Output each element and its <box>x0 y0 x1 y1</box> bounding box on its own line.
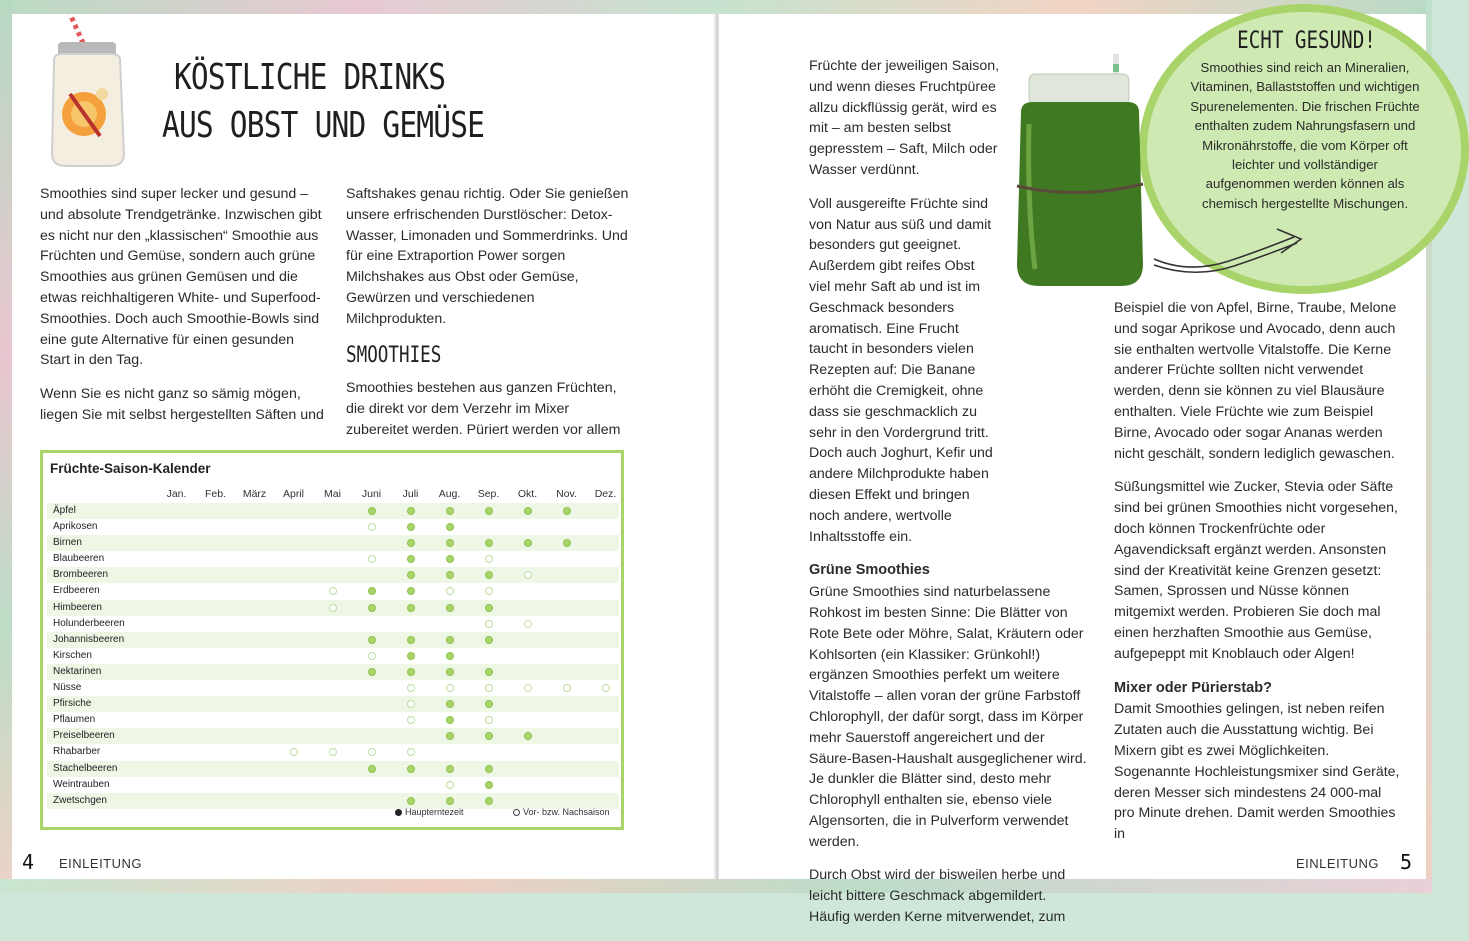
main-season-dot <box>485 781 493 789</box>
main-season-dot <box>563 507 571 515</box>
calendar-month-label: Nov. <box>556 488 577 500</box>
pre-season-dot <box>563 684 571 692</box>
right-column-2 <box>1114 298 1404 858</box>
main-season-dot <box>485 797 493 805</box>
fruit-season-calendar <box>40 450 624 830</box>
paragraph: Früchte der jeweiligen Saison, und wenn dieses Fruchtpüree allzu dickflüssig gerät, wird es mit – am besten selbst gepresstem – Saft, Milch oder Wasser verdünnt. <box>809 58 1000 178</box>
calendar-month-label: Juni <box>361 488 382 500</box>
main-season-dot <box>407 587 415 595</box>
fruit-label: Weintrauben <box>53 778 110 790</box>
main-season-dot <box>407 604 415 612</box>
fruit-label: Pflaumen <box>53 714 96 726</box>
main-season-dot <box>485 571 493 579</box>
fruit-label: Stachelbeeren <box>53 762 118 774</box>
paragraph: Smoothies sind super lecker und gesund – und absolute Trendgetränke. Inzwischen gibt es nicht nur den „klassischen“ Smoothie aus Früchten und Gemüse, sondern auch grüne Smoothies aus grünen Gemüsen und die etwas reichhaltigeren White- und Superfood-Smoothies. Doch auch Smoothie-Bowls sind eine gute Alternative für einen gesunden Start in den Tag. <box>40 186 322 369</box>
fruit-label: Holunderbeeren <box>53 617 125 629</box>
main-season-dot <box>368 604 376 612</box>
paragraph: Voll ausgereifte Früchte sind von Natur aus süß und damit besonders gut geeignet. Außerdem gibt reifes Obst viel mehr Saft ab und ist im Geschmack besonders aromatisch. Eine Frucht taucht in besonders vielen Rezepten auf: Die Banane erhöht die Cremigkeit, ohne dass sie geschmacklich zu sehr in den Vordergrund tritt. Doch auch Joghurt, Kefir und andere Milchprodukte haben diesen Effekt und bringen noch andere, wertvolle Inhaltsstoffe ein. <box>809 195 993 545</box>
legend-pre-label: Vor- bzw. Nachsaison <box>523 807 610 817</box>
main-season-dot <box>446 716 454 724</box>
main-season-dot <box>446 700 454 708</box>
main-season-dot <box>446 765 454 773</box>
fruit-label: Nektarinen <box>53 665 102 677</box>
main-season-dot <box>563 539 571 547</box>
main-season-dot <box>446 507 454 515</box>
pre-season-dot <box>329 748 337 756</box>
page-number: 5 <box>1400 850 1413 874</box>
main-season-dot <box>368 668 376 676</box>
paragraph: Grüne Smoothies sind naturbelassene Rohkost im besten Sinne: Die Blätter von Rote Bete oder Möhre, Salat, Kräutern oder Kohlsorten (ein Klassiker: Grünkohl!) ergänzen Smoothies perfekt um weitere Vitalstoffe – allen voran der grüne Farbstoff Chlorophyll, der dafür sorgt, dass im Körper mehr Sauerstoff angereichert und der Säure-Basen-Haushalt ausgeglichener wird. Je dunkler die Blätter sind, desto mehr Chlorophyll enthalten sie, ebenso viele Algensorten, die in Pulverform verwendet werden. <box>809 584 1087 850</box>
tropical-background-left <box>0 0 12 893</box>
calendar-month-label: Aug. <box>438 488 461 500</box>
calendar-row <box>47 744 619 760</box>
pre-season-dot <box>368 555 376 563</box>
main-season-dot <box>524 507 532 515</box>
filled-dot-icon <box>395 809 402 816</box>
fruit-label: Preiselbeeren <box>53 730 115 742</box>
pre-season-dot <box>485 684 493 692</box>
calendar-month-header <box>43 488 627 502</box>
main-season-dot <box>368 587 376 595</box>
fruit-label: Aprikosen <box>53 521 98 533</box>
main-season-dot <box>407 636 415 644</box>
calendar-month-label: Juli <box>402 488 419 500</box>
fruit-label: Rhabarber <box>53 746 101 758</box>
right-page <box>719 14 1426 926</box>
calendar-row <box>47 519 619 535</box>
pre-season-dot <box>524 684 532 692</box>
calendar-row <box>47 535 619 551</box>
paragraph: Durch Obst wird der bisweilen herbe und leicht bittere Geschmack abgemildert. Häufig werden Kerne mitverwendet, zum <box>809 867 1066 926</box>
main-season-dot <box>446 539 454 547</box>
main-season-dot <box>485 507 493 515</box>
pre-season-dot <box>602 684 610 692</box>
calendar-row <box>47 616 619 632</box>
mixer-heading: Mixer oder Pürierstab? <box>1114 679 1272 696</box>
pre-season-dot <box>446 684 454 692</box>
pre-season-dot <box>329 604 337 612</box>
main-season-dot <box>446 571 454 579</box>
pre-season-dot <box>446 587 454 595</box>
calendar-month-label: Okt. <box>517 488 538 500</box>
calendar-row <box>47 583 619 599</box>
fruit-label: Birnen <box>53 537 82 549</box>
main-season-dot <box>446 636 454 644</box>
paragraph: Wenn Sie es nicht ganz so sämig mögen, liegen Sie mit selbst hergestellten Säften und <box>40 386 324 423</box>
main-season-dot <box>485 732 493 740</box>
main-season-dot <box>407 571 415 579</box>
main-season-dot <box>407 652 415 660</box>
folio-section: EINLEITUNG <box>59 856 143 871</box>
main-season-dot <box>446 604 454 612</box>
pre-season-dot <box>524 571 532 579</box>
calendar-row <box>47 632 619 648</box>
calendar-month-label: Sep. <box>477 488 500 500</box>
pre-season-dot <box>446 781 454 789</box>
right-column-1 <box>809 56 1089 941</box>
calendar-rows <box>47 503 619 809</box>
folio-section: EINLEITUNG <box>1296 856 1380 871</box>
calendar-row <box>47 567 619 583</box>
main-season-dot <box>524 539 532 547</box>
fruit-label: Erdbeeren <box>53 585 100 597</box>
calendar-month-label: April <box>282 488 304 500</box>
tropical-background-bottom <box>0 879 1432 893</box>
calendar-row <box>47 503 619 519</box>
paragraph: Damit Smoothies gelingen, ist neben reifen Zutaten auch die Ausstattung wichtig. Bei Mixern gibt es zwei Möglichkeiten. Sogenannte Hochleistungsmixer sind Geräte, deren Messer sich mindestens 24 000-mal pro Minute drehen. Damit werden Smoothies in <box>1114 701 1400 843</box>
pre-season-dot <box>368 748 376 756</box>
fruit-label: Brombeeren <box>53 569 109 581</box>
pre-season-dot <box>368 523 376 531</box>
paragraph: Smoothies bestehen aus ganzen Früchten, die direkt vor dem Verzehr im Mixer zubereitet werden. Püriert werden vor allem <box>346 380 621 438</box>
hollow-dot-icon <box>513 809 520 816</box>
main-season-dot <box>446 652 454 660</box>
left-column-2 <box>346 184 631 454</box>
pre-season-dot <box>290 748 298 756</box>
calendar-month-label: Jan. <box>166 488 187 500</box>
main-season-dot <box>446 555 454 563</box>
calendar-month-label: März <box>242 488 267 500</box>
main-season-dot <box>407 507 415 515</box>
main-season-dot <box>485 700 493 708</box>
fruit-label: Zwetschgen <box>53 794 107 806</box>
main-season-dot <box>485 668 493 676</box>
fruit-label: Blaubeeren <box>53 553 105 565</box>
title-line-1: KÖSTLICHE DRINKS <box>173 57 446 98</box>
main-season-dot <box>407 523 415 531</box>
calendar-month-label: Dez. <box>594 488 617 500</box>
pre-season-dot <box>368 652 376 660</box>
calendar-title: Früchte-Saison-Kalender <box>50 461 211 476</box>
main-season-dot <box>368 636 376 644</box>
legend-main-label: Haupterntezeit <box>405 807 464 817</box>
main-season-dot <box>368 765 376 773</box>
green-smoothies-heading: Grüne Smoothies <box>809 562 930 579</box>
main-season-dot <box>485 765 493 773</box>
main-season-dot <box>485 604 493 612</box>
paragraph: Beispiel die von Apfel, Birne, Traube, Melone und sogar Aprikose und Avocado, denn auch sie enthalten wertvolle Vitalstoffe. Die Kerne anderer Früchte sollten nicht verwendet werden, denn sie können zu viel Blausäure enthalten. Viele Früchte wie zum Beispiel Birne, Avocado oder sogar Ananas werden nicht geschält, sondern lediglich gewaschen. <box>1114 300 1397 462</box>
paragraph: Saftshakes genau richtig. Oder Sie genießen unsere erfrischenden Durstlöscher: Detox-Wasser, Limonaden und Sommerdrinks. Und für eine Extraportion Power sorgen Milchshakes aus Obst oder Gemüse, Gewürzen und verschiedenen Milchprodukten. <box>346 186 629 327</box>
pre-season-dot <box>485 620 493 628</box>
main-season-dot <box>446 797 454 805</box>
tropical-background-top <box>0 0 1432 14</box>
title-line-2: AUS OBST UND GEMÜSE <box>162 105 485 146</box>
smoothies-heading: SMOOTHIES <box>346 342 442 368</box>
calendar-row <box>47 551 619 567</box>
main-season-dot <box>407 765 415 773</box>
pre-season-dot <box>485 555 493 563</box>
pre-season-dot <box>329 587 337 595</box>
pre-season-dot <box>524 620 532 628</box>
legend-pre-season <box>513 807 610 817</box>
fruit-label: Himbeeren <box>53 601 102 613</box>
main-season-dot <box>446 732 454 740</box>
pre-season-dot <box>407 716 415 724</box>
pre-season-dot <box>485 587 493 595</box>
main-season-dot <box>485 636 493 644</box>
calendar-row <box>47 712 619 728</box>
pre-season-dot <box>485 716 493 724</box>
calendar-row <box>47 696 619 712</box>
main-season-dot <box>368 507 376 515</box>
info-box-title: ECHT GESUND! <box>1237 26 1376 54</box>
fruit-label: Pfirsiche <box>53 698 92 710</box>
main-season-dot <box>524 732 532 740</box>
paragraph: Süßungsmittel wie Zucker, Stevia oder Säfte sind bei grünen Smoothies nicht vorgesehen, doch können Trockenfrüchte oder Agavendicksaft ergänzt werden. Ansonsten sind der Kreativität keine Grenzen gesetzt: Samen, Sprossen und Nüsse können mitgemixt werden. Probieren Sie doch mal einen herzhaften Smoothie aus Gemüse, aufgepeppt mit Knoblauch oder Algen! <box>1114 479 1398 662</box>
legend-main-season <box>395 807 464 817</box>
fruit-label: Äpfel <box>53 505 76 516</box>
left-page <box>12 14 715 879</box>
main-season-dot <box>446 668 454 676</box>
pre-season-dot <box>407 684 415 692</box>
pre-season-dot <box>407 748 415 756</box>
main-season-dot <box>407 797 415 805</box>
main-season-dot <box>407 668 415 676</box>
main-season-dot <box>407 539 415 547</box>
calendar-row <box>47 777 619 793</box>
calendar-row <box>47 648 619 664</box>
fruit-label: Johannisbeeren <box>53 633 125 645</box>
calendar-row <box>47 600 619 616</box>
main-season-dot <box>407 555 415 563</box>
calendar-month-label: Mai <box>324 488 341 500</box>
mason-jar-drink-image <box>40 14 140 174</box>
calendar-row <box>47 728 619 744</box>
page-number: 4 <box>22 850 35 874</box>
calendar-row <box>47 680 619 696</box>
calendar-row <box>47 664 619 680</box>
calendar-row <box>47 761 619 777</box>
main-season-dot <box>446 523 454 531</box>
left-column-1 <box>40 184 325 439</box>
page-title <box>162 54 485 150</box>
fruit-label: Nüsse <box>53 682 82 694</box>
main-season-dot <box>485 539 493 547</box>
arrow-icon <box>1149 219 1309 279</box>
info-box-text: Smoothies sind reich an Mineralien, Vitaminen, Ballaststoffen und wichtigen Spurenelementen. Die frischen Früchte enthalten zudem Nahrungsfasern und Mikronährstoffe, die vom Körper oft leichter und vollständiger aufgenommen werden können als chemisch hergestellte Mischungen. <box>1190 60 1420 211</box>
calendar-month-label: Feb. <box>204 488 226 500</box>
pre-season-dot <box>407 700 415 708</box>
fruit-label: Kirschen <box>53 649 92 661</box>
